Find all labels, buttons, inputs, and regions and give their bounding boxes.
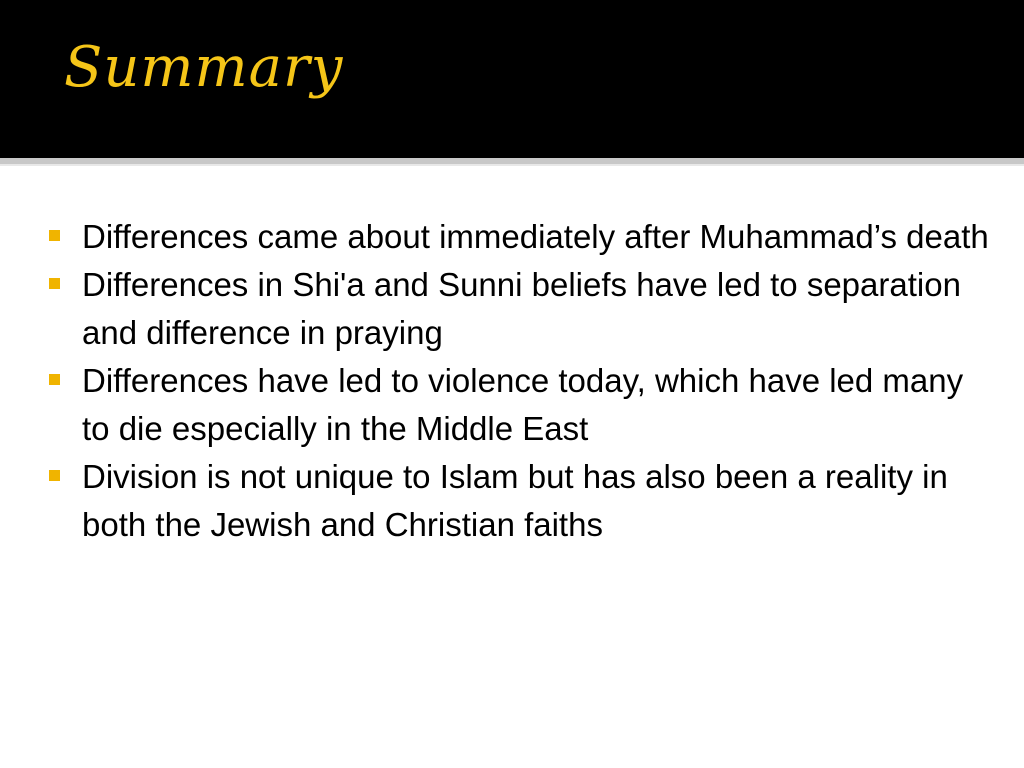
title-band: [0, 0, 1024, 158]
square-bullet-icon: [49, 374, 60, 385]
square-bullet-icon: [49, 230, 60, 241]
bullet-list: [46, 213, 996, 549]
square-bullet-icon: [49, 278, 60, 289]
bullet-item: [46, 453, 996, 549]
bullet-item: [46, 213, 996, 261]
bullet-text: Division is not unique to Islam but has also been a reality in both the Jewish and Christian faiths: [82, 458, 948, 543]
bullet-text: Differences in Shi'a and Sunni beliefs have led to separation and difference in praying: [82, 266, 961, 351]
bullet-item: [46, 357, 996, 453]
title-divider-highlight: [0, 164, 1024, 166]
bullet-text: Differences have led to violence today, which have led many to die especially in the Middle East: [82, 362, 964, 447]
square-bullet-icon: [49, 470, 60, 481]
bullet-text: Differences came about immediately after Muhammad’s death: [82, 218, 989, 255]
bullet-item: [46, 261, 996, 357]
slide-title: Summary: [64, 35, 344, 100]
